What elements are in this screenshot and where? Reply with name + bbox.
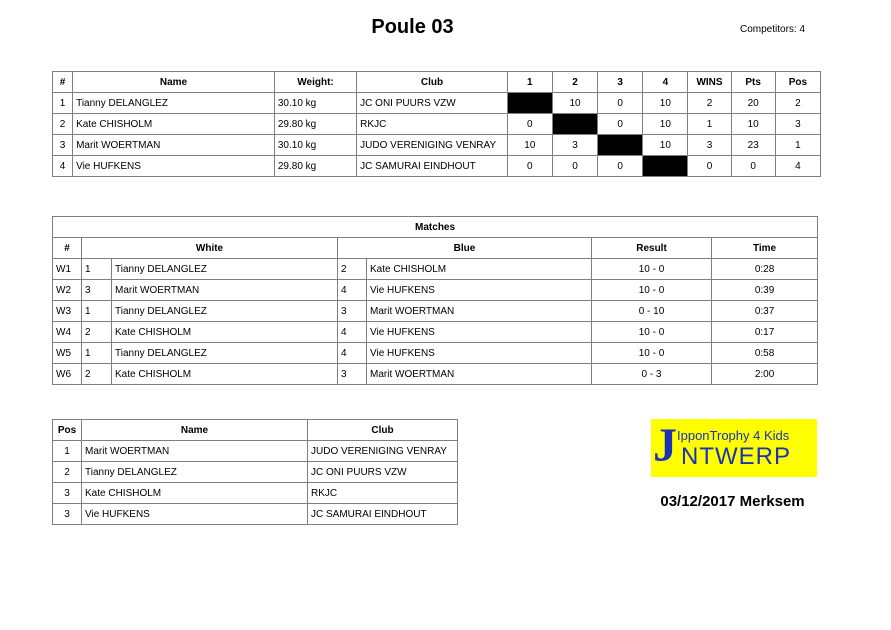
table-row xyxy=(53,462,458,483)
white-number: 1 xyxy=(82,301,112,322)
pool-cell-club: JC ONI PUURS VZW xyxy=(357,93,508,114)
pool-cell-name: Kate CHISHOLM xyxy=(73,114,275,135)
pool-cell-weight: 30.10 kg xyxy=(274,135,356,156)
pool-cell-number: 4 xyxy=(53,156,73,177)
match-time: 0:17 xyxy=(712,322,818,343)
pool-cell-score: 0 xyxy=(598,156,643,177)
pool-cell-score: 10 xyxy=(552,93,597,114)
ranking-pos: 1 xyxy=(53,441,82,462)
table-row xyxy=(53,280,818,301)
ranking-pos: 2 xyxy=(53,462,82,483)
matches-col-header: Result xyxy=(592,238,712,259)
pool-col-header: 3 xyxy=(598,72,643,93)
pool-header-row xyxy=(53,72,821,93)
ranking-header-row xyxy=(53,420,458,441)
table-row xyxy=(53,93,821,114)
event-logo xyxy=(651,419,817,477)
match-time: 0:37 xyxy=(712,301,818,322)
pool-cell-weight: 29.80 kg xyxy=(274,156,356,177)
pool-cell-pos: 2 xyxy=(775,93,820,114)
pool-cell-score: 0 xyxy=(598,93,643,114)
pool-cell-score: 0 xyxy=(598,114,643,135)
pool-cell-weight: 30.10 kg xyxy=(274,93,356,114)
ranking-club: JUDO VERENIGING VENRAY xyxy=(308,441,458,462)
white-name: Tianny DELANGLEZ xyxy=(112,259,338,280)
pool-cell-score: 0 xyxy=(507,156,552,177)
ranking-club: RKJC xyxy=(308,483,458,504)
match-id: W1 xyxy=(53,259,82,280)
white-name: Tianny DELANGLEZ xyxy=(112,343,338,364)
pool-cell-self xyxy=(552,114,597,135)
pool-cell-pts: 10 xyxy=(731,114,775,135)
pool-col-header: 4 xyxy=(643,72,688,93)
pool-cell-wins: 0 xyxy=(688,156,731,177)
table-row xyxy=(53,114,821,135)
pool-cell-club: JUDO VERENIGING VENRAY xyxy=(357,135,508,156)
pool-col-header: 1 xyxy=(507,72,552,93)
pool-cell-club: RKJC xyxy=(357,114,508,135)
pool-cell-weight: 29.80 kg xyxy=(274,114,356,135)
pool-cell-pts: 23 xyxy=(731,135,775,156)
logo-city: NTWERP xyxy=(681,443,791,470)
match-id: W3 xyxy=(53,301,82,322)
matches-table xyxy=(52,216,818,385)
ranking-club: JC SAMURAI EINDHOUT xyxy=(308,504,458,525)
table-row xyxy=(53,364,818,385)
pool-cell-wins: 3 xyxy=(688,135,731,156)
table-row xyxy=(53,156,821,177)
ranking-pos: 3 xyxy=(53,504,82,525)
ranking-club: JC ONI PUURS VZW xyxy=(308,462,458,483)
matches-col-header: Time xyxy=(712,238,818,259)
blue-name: Kate CHISHOLM xyxy=(367,259,592,280)
ranking-col-header: Club xyxy=(308,420,458,441)
white-number: 2 xyxy=(82,322,112,343)
pool-col-header: 2 xyxy=(552,72,597,93)
pool-cell-self xyxy=(643,156,688,177)
ranking-col-header: Name xyxy=(82,420,308,441)
match-id: W6 xyxy=(53,364,82,385)
blue-number: 3 xyxy=(338,301,367,322)
matches-header-row xyxy=(53,238,818,259)
table-row xyxy=(53,135,821,156)
ranking-table xyxy=(52,419,458,525)
ranking-name: Marit WOERTMAN xyxy=(82,441,308,462)
table-row xyxy=(53,259,818,280)
pool-cell-pts: 0 xyxy=(731,156,775,177)
match-result: 0 - 3 xyxy=(592,364,712,385)
pool-cell-score: 10 xyxy=(643,93,688,114)
white-number: 2 xyxy=(82,364,112,385)
pool-col-header: Pts xyxy=(731,72,775,93)
pool-cell-club: JC SAMURAI EINDHOUT xyxy=(357,156,508,177)
pool-cell-name: Vie HUFKENS xyxy=(73,156,275,177)
blue-number: 3 xyxy=(338,364,367,385)
pool-cell-score: 0 xyxy=(507,114,552,135)
matches-col-header: White xyxy=(82,238,338,259)
pool-cell-number: 2 xyxy=(53,114,73,135)
pool-cell-number: 1 xyxy=(53,93,73,114)
table-row xyxy=(53,343,818,364)
table-row xyxy=(53,504,458,525)
blue-name: Vie HUFKENS xyxy=(367,322,592,343)
blue-number: 4 xyxy=(338,322,367,343)
white-name: Tianny DELANGLEZ xyxy=(112,301,338,322)
blue-number: 4 xyxy=(338,280,367,301)
match-result: 10 - 0 xyxy=(592,322,712,343)
match-id: W4 xyxy=(53,322,82,343)
ranking-name: Vie HUFKENS xyxy=(82,504,308,525)
pool-cell-score: 10 xyxy=(643,114,688,135)
pool-col-header: Name xyxy=(73,72,275,93)
ranking-name: Tianny DELANGLEZ xyxy=(82,462,308,483)
blue-name: Marit WOERTMAN xyxy=(367,364,592,385)
pool-cell-self xyxy=(598,135,643,156)
pool-cell-pts: 20 xyxy=(731,93,775,114)
pool-cell-score: 10 xyxy=(643,135,688,156)
matches-col-header: # xyxy=(53,238,82,259)
pool-col-header: Pos xyxy=(775,72,820,93)
pool-col-header: WINS xyxy=(688,72,731,93)
match-result: 10 - 0 xyxy=(592,280,712,301)
pool-cell-wins: 2 xyxy=(688,93,731,114)
pool-cell-number: 3 xyxy=(53,135,73,156)
page-title: Poule 03 xyxy=(371,16,454,38)
blue-number: 4 xyxy=(338,343,367,364)
pool-col-header: Club xyxy=(357,72,508,93)
pool-cell-pos: 4 xyxy=(775,156,820,177)
pool-col-header: Weight: xyxy=(274,72,356,93)
pool-cell-name: Tianny DELANGLEZ xyxy=(73,93,275,114)
pool-cell-name: Marit WOERTMAN xyxy=(73,135,275,156)
match-id: W2 xyxy=(53,280,82,301)
match-id: W5 xyxy=(53,343,82,364)
match-time: 0:39 xyxy=(712,280,818,301)
match-time: 0:58 xyxy=(712,343,818,364)
pool-col-header: # xyxy=(53,72,73,93)
competitors-count: Competitors: 4 xyxy=(740,24,806,35)
pool-table xyxy=(52,71,821,177)
pool-cell-pos: 3 xyxy=(775,114,820,135)
matches-col-header: Blue xyxy=(338,238,592,259)
table-row xyxy=(53,441,458,462)
pool-cell-self xyxy=(507,93,552,114)
ranking-col-header: Pos xyxy=(53,420,82,441)
logo-letter: J xyxy=(653,419,677,472)
table-row xyxy=(53,483,458,504)
pool-cell-score: 10 xyxy=(507,135,552,156)
white-number: 1 xyxy=(82,343,112,364)
blue-name: Marit WOERTMAN xyxy=(367,301,592,322)
blue-name: Vie HUFKENS xyxy=(367,343,592,364)
match-result: 0 - 10 xyxy=(592,301,712,322)
match-time: 0:28 xyxy=(712,259,818,280)
pool-cell-pos: 1 xyxy=(775,135,820,156)
event-date: 03/12/2017 Merksem xyxy=(660,493,805,510)
pool-cell-score: 0 xyxy=(552,156,597,177)
ranking-pos: 3 xyxy=(53,483,82,504)
ranking-name: Kate CHISHOLM xyxy=(82,483,308,504)
white-name: Kate CHISHOLM xyxy=(112,364,338,385)
white-name: Marit WOERTMAN xyxy=(112,280,338,301)
matches-title-row xyxy=(53,217,818,238)
blue-name: Vie HUFKENS xyxy=(367,280,592,301)
white-number: 3 xyxy=(82,280,112,301)
blue-number: 2 xyxy=(338,259,367,280)
match-result: 10 - 0 xyxy=(592,343,712,364)
pool-cell-score: 3 xyxy=(552,135,597,156)
match-result: 10 - 0 xyxy=(592,259,712,280)
matches-title: Matches xyxy=(53,217,818,238)
match-time: 2:00 xyxy=(712,364,818,385)
table-row xyxy=(53,322,818,343)
white-name: Kate CHISHOLM xyxy=(112,322,338,343)
logo-tagline: IpponTrophy 4 Kids xyxy=(677,428,790,443)
table-row xyxy=(53,301,818,322)
pool-cell-wins: 1 xyxy=(688,114,731,135)
white-number: 1 xyxy=(82,259,112,280)
